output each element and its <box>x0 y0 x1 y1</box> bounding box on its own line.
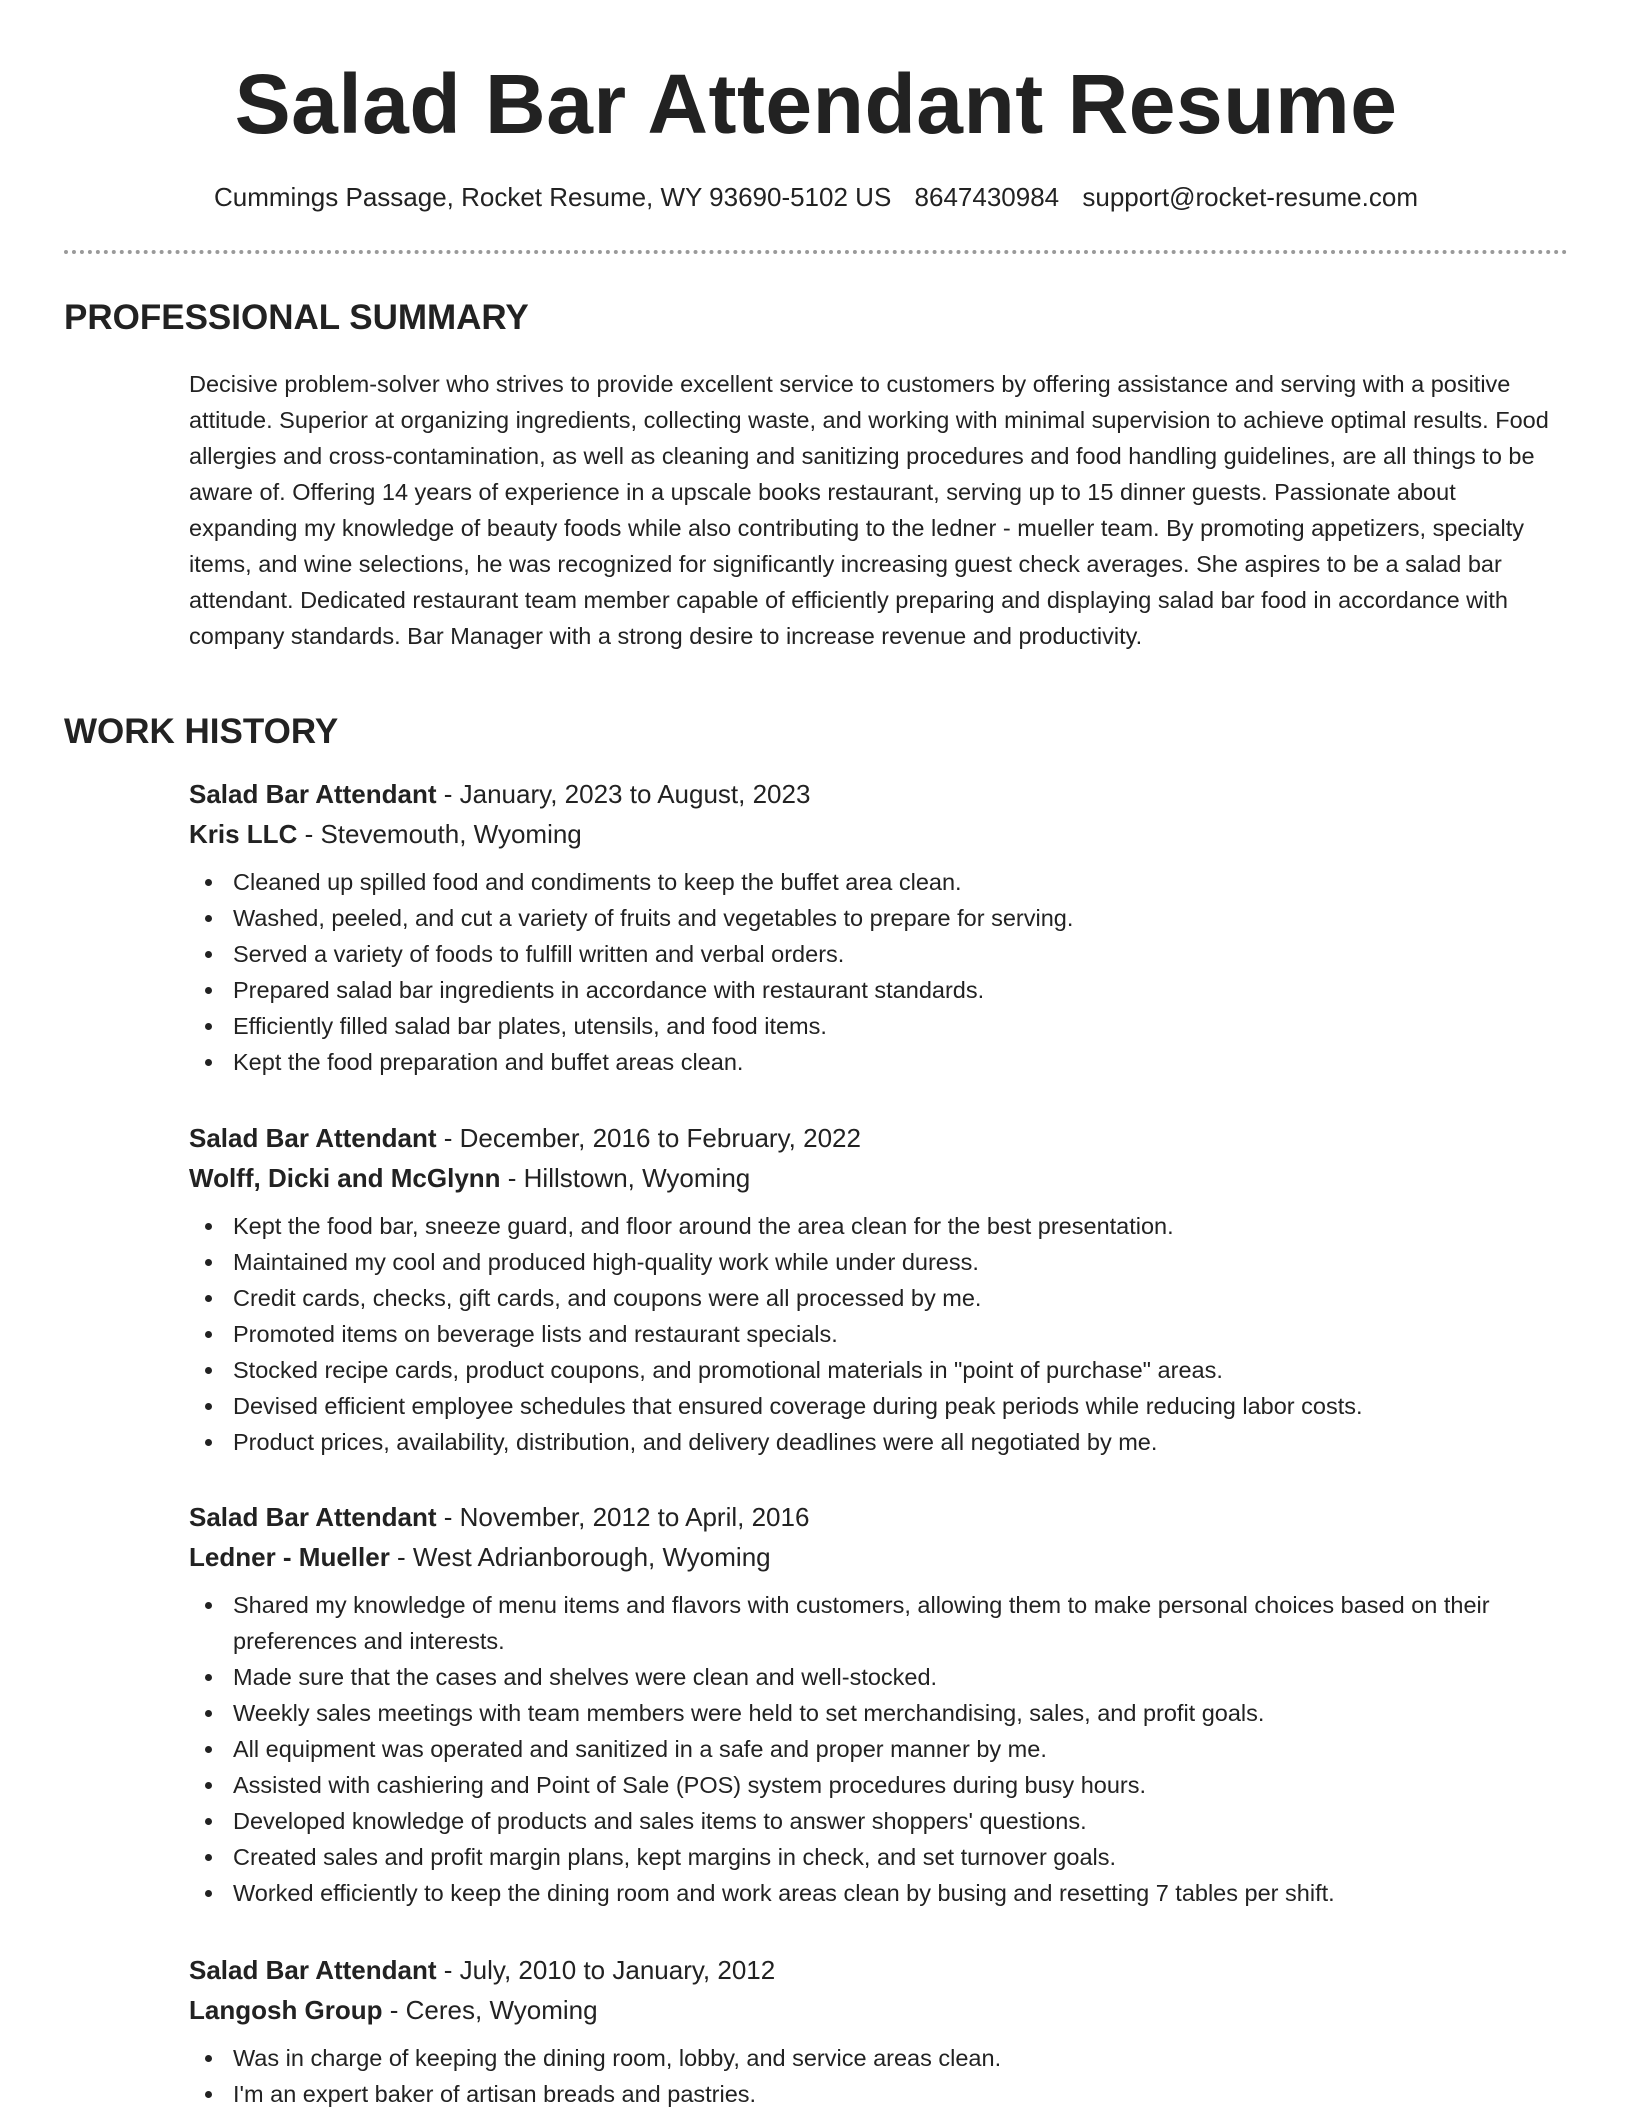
job-entry <box>189 1497 1568 1911</box>
job-location: - Ceres, Wyoming <box>382 1995 598 2025</box>
job-company: Kris LLC <box>189 819 298 849</box>
job-title: Salad Bar Attendant <box>189 1955 437 1985</box>
job-company-line <box>189 1990 1568 2030</box>
job-bullet: Created sales and profit margin plans, kept margins in check, and set turnover goals. <box>189 1839 1568 1875</box>
job-entry <box>189 774 1568 1080</box>
job-bullet: Kept the food bar, sneeze guard, and floor around the area clean for the best presentation. <box>189 1208 1568 1244</box>
contact-address: Cummings Passage, Rocket Resume, WY 93690-5102 US <box>214 182 892 212</box>
job-bullet: Served a variety of foods to fulfill written and verbal orders. <box>189 936 1568 972</box>
header-divider <box>64 250 1568 254</box>
job-bullet: Product prices, availability, distribution, and delivery deadlines were all negotiated by me. <box>189 1424 1568 1460</box>
job-bullets <box>189 2040 1568 2112</box>
job-dates: - July, 2010 to January, 2012 <box>436 1955 776 1985</box>
job-bullet: Prepared salad bar ingredients in accordance with restaurant standards. <box>189 972 1568 1008</box>
job-bullets <box>189 864 1568 1080</box>
contact-phone: 8647430984 <box>914 182 1060 212</box>
contact-email: support@rocket-resume.com <box>1082 182 1418 212</box>
job-dates: - December, 2016 to February, 2022 <box>436 1123 861 1153</box>
job-bullet: Washed, peeled, and cut a variety of fruits and vegetables to prepare for serving. <box>189 900 1568 936</box>
job-bullet: Efficiently filled salad bar plates, utensils, and food items. <box>189 1008 1568 1044</box>
job-title: Salad Bar Attendant <box>189 1123 437 1153</box>
job-bullet: All equipment was operated and sanitized in a safe and proper manner by me. <box>189 1731 1568 1767</box>
job-bullet: Kept the food preparation and buffet areas clean. <box>189 1044 1568 1080</box>
job-bullets <box>189 1587 1568 1911</box>
job-bullet: Devised efficient employee schedules that ensured coverage during peak periods while reducing labor costs. <box>189 1388 1568 1424</box>
job-bullet: Assisted with cashiering and Point of Sale (POS) system procedures during busy hours. <box>189 1767 1568 1803</box>
job-location: - Stevemouth, Wyoming <box>297 819 582 849</box>
job-entry <box>189 1950 1568 2112</box>
work-history-heading: WORK HISTORY <box>64 712 339 751</box>
job-title: Salad Bar Attendant <box>189 779 437 809</box>
job-bullet: Credit cards, checks, gift cards, and coupons were all processed by me. <box>189 1280 1568 1316</box>
job-bullets <box>189 1208 1568 1460</box>
job-title: Salad Bar Attendant <box>189 1502 437 1532</box>
job-bullet: Stocked recipe cards, product coupons, and promotional materials in "point of purchase" areas. <box>189 1352 1568 1388</box>
job-bullet: Worked efficiently to keep the dining room and work areas clean by busing and resetting 7 tables per shift. <box>189 1875 1568 1911</box>
summary-text: Decisive problem-solver who strives to provide excellent service to customers by offering assistance and serving with a positive attitude. Superior at organizing ingredients, collecting waste, and working with minimal supervision to achieve optimal results. Food allergies and cross-contamination, as well as cleaning and sanitizing procedures and food handling guidelines, are all things to be aware of. Offering 14 years of experience in a upscale books restaurant, serving up to 15 dinner guests. Passionate about expanding my knowledge of beauty foods while also contributing to the ledner - mueller team. By promoting appetizers, specialty items, and wine selections, he was recognized for significantly increasing guest check averages. She aspires to be a salad bar attendant. Dedicated restaurant team member capable of efficiently preparing and displaying salad bar food in accordance with company standards. Bar Manager with a strong desire to increase revenue and productivity. <box>189 371 1549 649</box>
job-bullet: Cleaned up spilled food and condiments to keep the buffet area clean. <box>189 864 1568 900</box>
job-bullet: Shared my knowledge of menu items and flavors with customers, allowing them to make personal choices based on their preferences and interests. <box>189 1587 1568 1659</box>
summary-heading: PROFESSIONAL SUMMARY <box>64 298 529 337</box>
resume-title: Salad Bar Attendant Resume <box>234 57 1398 151</box>
job-title-line <box>189 1950 1568 1990</box>
job-company: Langosh Group <box>189 1995 383 2025</box>
job-location: - Hillstown, Wyoming <box>500 1163 751 1193</box>
contact-line <box>0 182 1632 213</box>
job-title-line <box>189 774 1568 814</box>
job-company: Wolff, Dicki and McGlynn <box>189 1163 501 1193</box>
job-title-line <box>189 1497 1568 1537</box>
job-dates: - January, 2023 to August, 2023 <box>436 779 811 809</box>
job-company: Ledner - Mueller <box>189 1542 390 1572</box>
job-location: - West Adrianborough, Wyoming <box>389 1542 771 1572</box>
job-bullet: I'm an expert baker of artisan breads and pastries. <box>189 2076 1568 2112</box>
job-bullet: Promoted items on beverage lists and restaurant specials. <box>189 1316 1568 1352</box>
job-company-line <box>189 1158 1568 1198</box>
job-bullet: Developed knowledge of products and sales items to answer shoppers' questions. <box>189 1803 1568 1839</box>
job-dates: - November, 2012 to April, 2016 <box>436 1502 810 1532</box>
job-bullet: Was in charge of keeping the dining room, lobby, and service areas clean. <box>189 2040 1568 2076</box>
job-entry <box>189 1118 1568 1460</box>
job-bullet: Maintained my cool and produced high-quality work while under duress. <box>189 1244 1568 1280</box>
job-company-line <box>189 1537 1568 1577</box>
job-bullet: Made sure that the cases and shelves were clean and well-stocked. <box>189 1659 1568 1695</box>
job-bullet: Weekly sales meetings with team members were held to set merchandising, sales, and profit goals. <box>189 1695 1568 1731</box>
job-company-line <box>189 814 1568 854</box>
job-title-line <box>189 1118 1568 1158</box>
